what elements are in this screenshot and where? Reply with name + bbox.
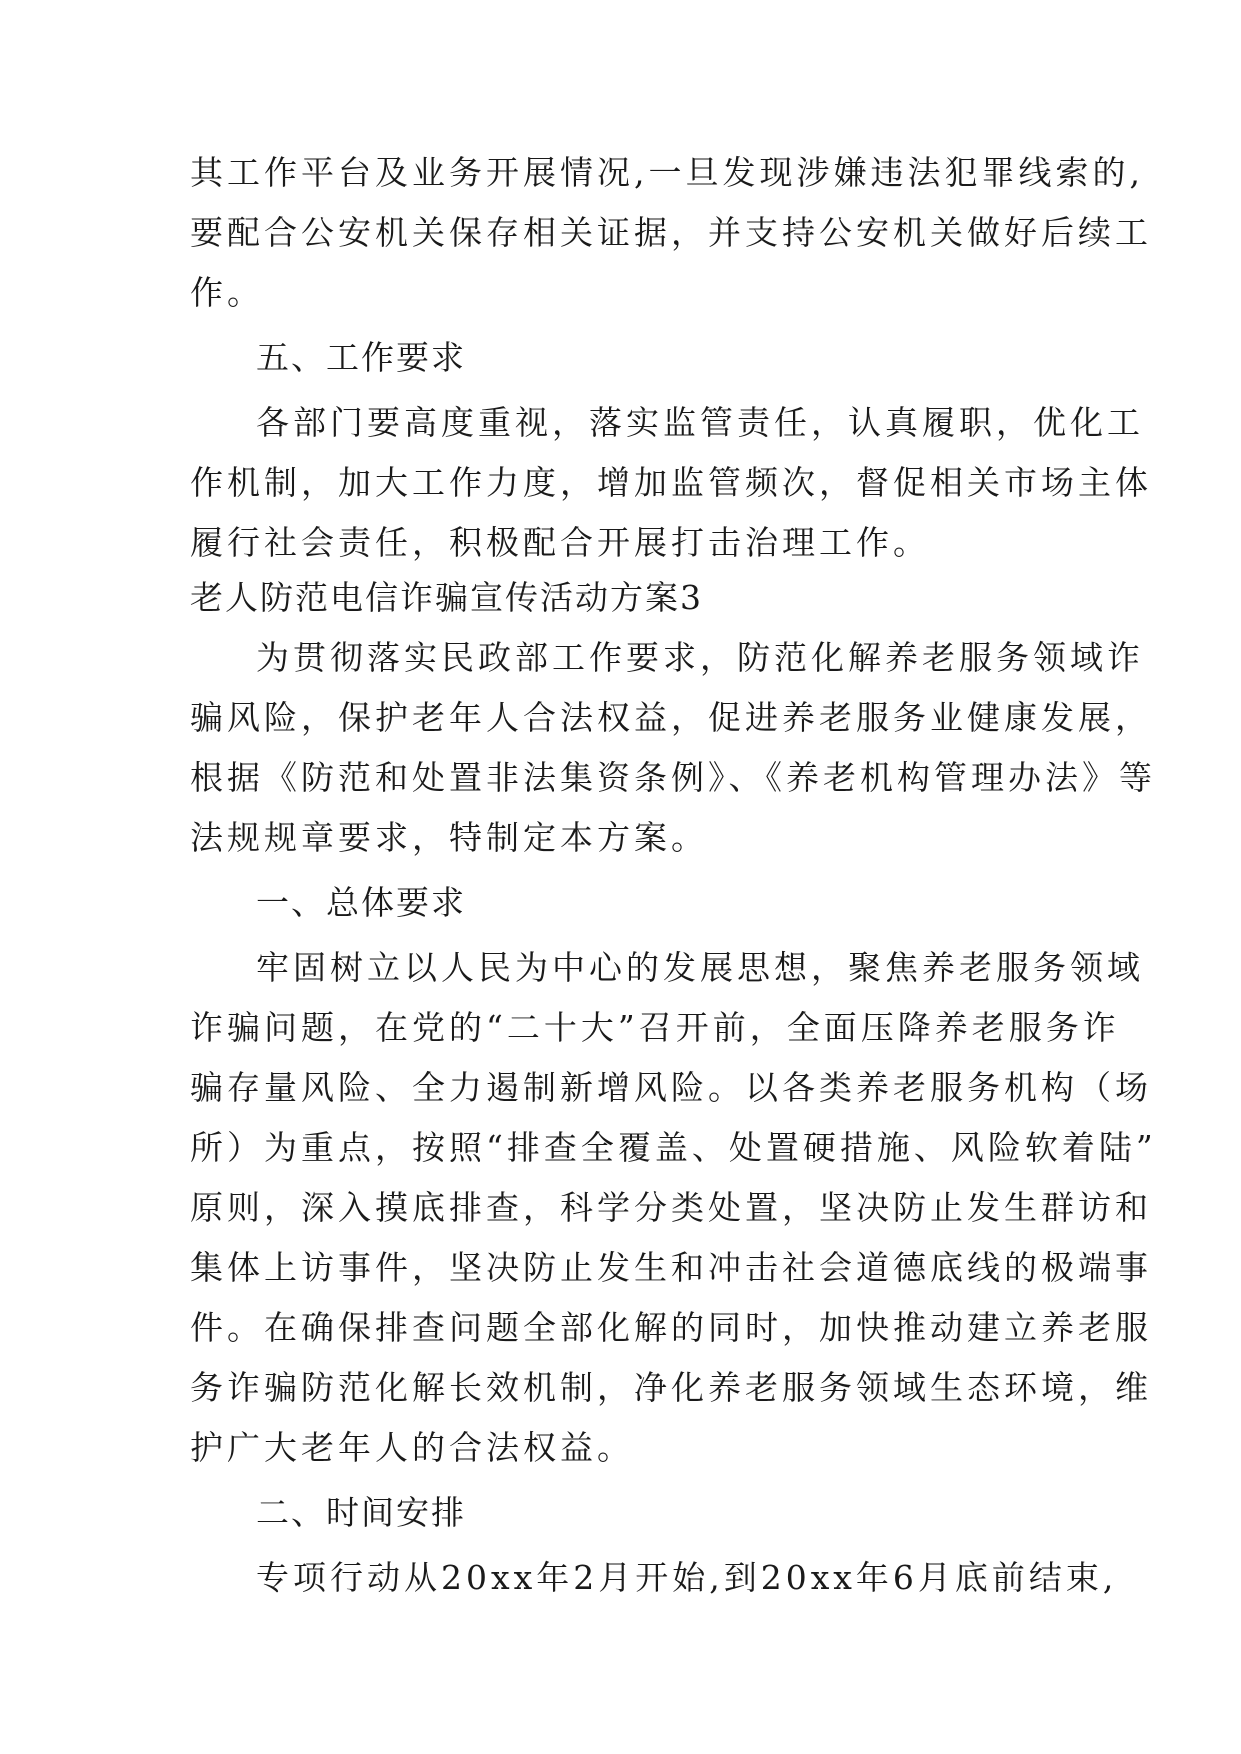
paragraph-line: 集体上访事件，坚决防止发生和冲击社会道德底线的极端事 [190,1248,1152,1287]
paragraph-line: 作。 [190,273,264,312]
paragraph-line: 法规规章要求，特制定本方案。 [190,818,708,857]
paragraph-line: 护广大老年人的合法权益。 [190,1428,634,1467]
paragraph-line: 其工作平台及业务开展情况,一旦发现涉嫌违法犯罪线索的, [190,153,1144,192]
section-heading: 五、工作要求 [256,338,466,377]
paragraph-line: 骗存量风险、全力遏制新增风险。以各类养老服务机构（场 [190,1068,1152,1107]
paragraph-line: 根据《防范和处置非法集资条例》、《养老机构管理办法》等 [190,758,1156,797]
paragraph-line: 务诈骗防范化解长效机制，净化养老服务领域生态环境，维 [190,1368,1152,1407]
paragraph-line: 件。在确保排查问题全部化解的同时，加快推动建立养老服 [190,1308,1152,1347]
paragraph-line: 各部门要高度重视，落实监管责任，认真履职，优化工 [256,403,1144,442]
paragraph-line: 作机制，加大工作力度，增加监管频次，督促相关市场主体 [190,463,1152,502]
paragraph-line: 牢固树立以人民为中心的发展思想，聚焦养老服务领域 [256,948,1144,987]
section-heading: 二、时间安排 [256,1493,466,1532]
paragraph-line: 骗风险，保护老年人合法权益，促进养老服务业健康发展， [190,698,1152,737]
paragraph-line: 专项行动从20xx年2月开始,到20xx年6月底前结束, [256,1558,1118,1597]
document-title: 老人防范电信诈骗宣传活动方案3 [190,578,703,617]
paragraph-line: 原则，深入摸底排查，科学分类处置，坚决防止发生群访和 [190,1188,1152,1227]
paragraph-line: 要配合公安机关保存相关证据，并支持公安机关做好后续工 [190,213,1152,252]
paragraph-line: 履行社会责任，积极配合开展打击治理工作。 [190,523,930,562]
paragraph-line: 诈骗问题，在党的“二十大”召开前，全面压降养老服务诈 [190,1008,1120,1047]
paragraph-line: 所）为重点，按照“排查全覆盖、处置硬措施、风险软着陆” [190,1128,1157,1167]
section-heading: 一、总体要求 [256,883,466,922]
paragraph-line: 为贯彻落实民政部工作要求，防范化解养老服务领域诈 [256,638,1144,677]
